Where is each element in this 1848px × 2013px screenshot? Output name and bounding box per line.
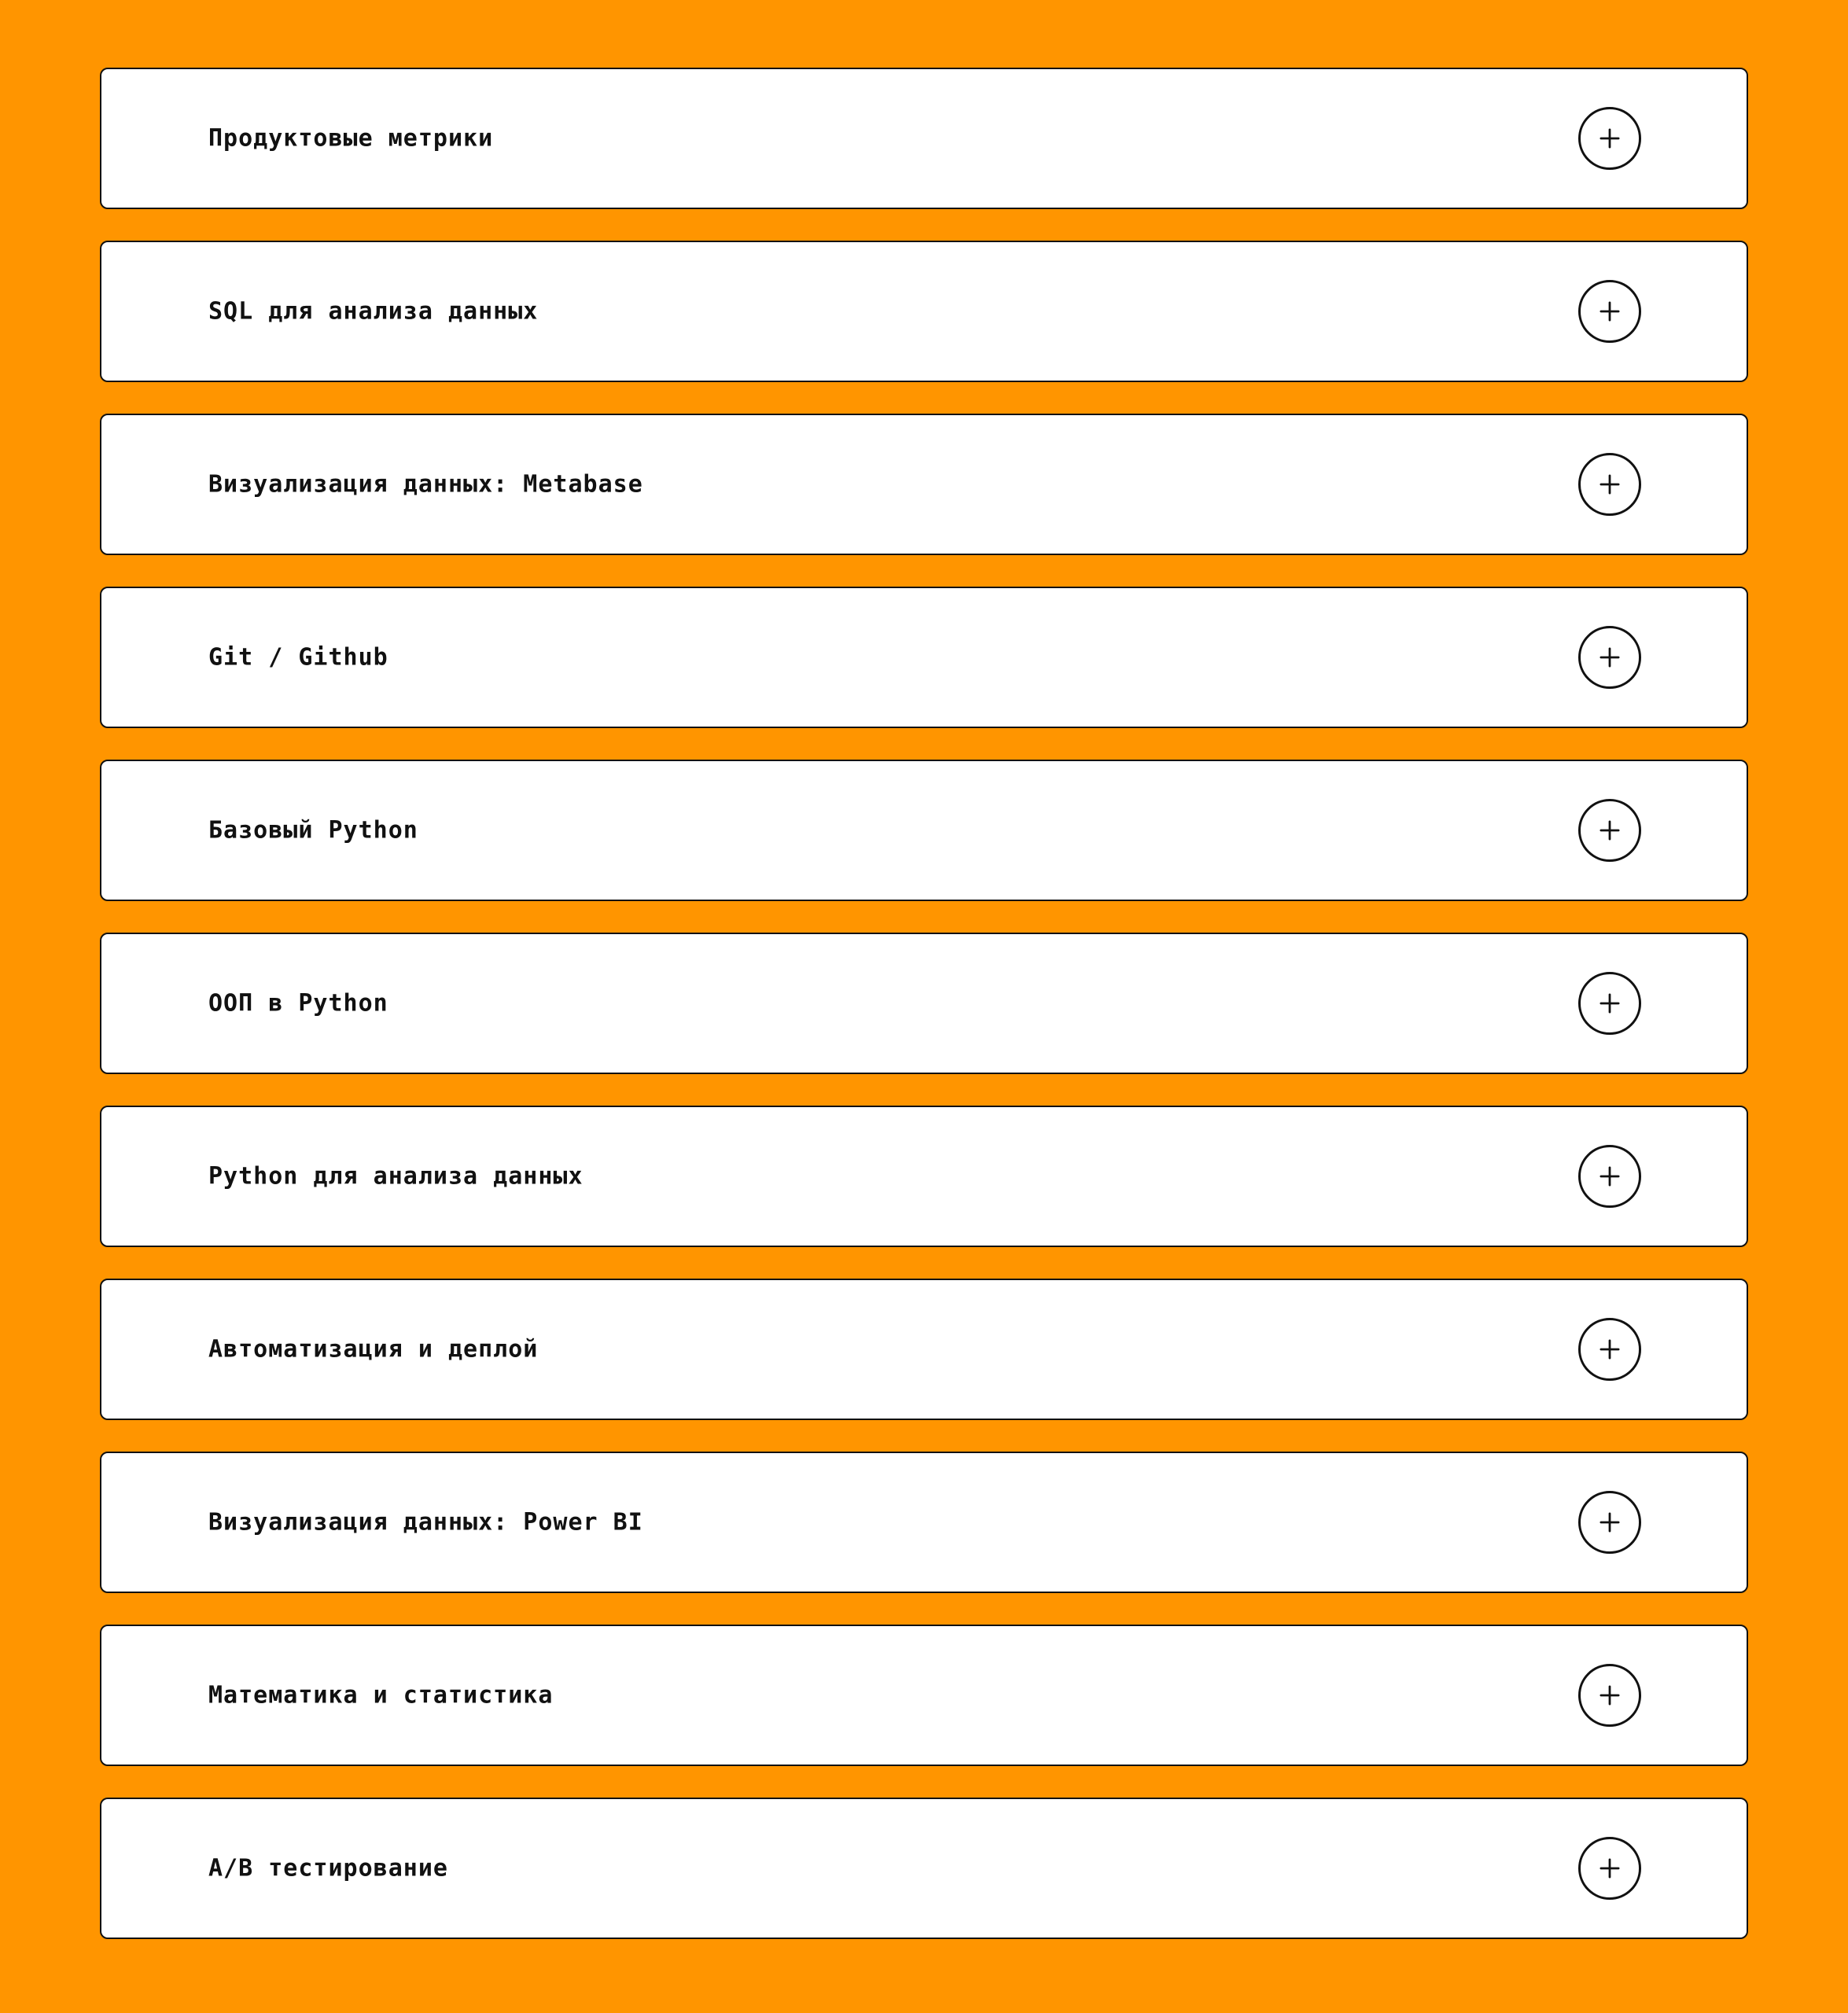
- accordion-item-label: Git / Github: [208, 643, 388, 672]
- expand-button[interactable]: [1578, 453, 1641, 516]
- plus-icon: [1581, 1666, 1639, 1724]
- expand-button[interactable]: [1578, 1491, 1641, 1554]
- accordion-item-label: Базовый Python: [208, 816, 418, 845]
- plus-icon: [1581, 1839, 1639, 1897]
- expand-button[interactable]: [1578, 799, 1641, 862]
- expand-button[interactable]: [1578, 1145, 1641, 1208]
- expand-button[interactable]: [1578, 1837, 1641, 1900]
- accordion-item-ab-testing[interactable]: [100, 1798, 1748, 1939]
- course-modules-accordion: [100, 68, 1748, 1971]
- accordion-item-git[interactable]: [100, 587, 1748, 728]
- accordion-item-power-bi[interactable]: [100, 1452, 1748, 1593]
- plus-icon: [1581, 801, 1639, 859]
- expand-button[interactable]: [1578, 280, 1641, 343]
- accordion-item-math-stats[interactable]: [100, 1625, 1748, 1766]
- expand-button[interactable]: [1578, 626, 1641, 689]
- expand-button[interactable]: [1578, 1664, 1641, 1727]
- accordion-item-label: A/B тестирование: [208, 1854, 448, 1882]
- accordion-item-python-basic[interactable]: [100, 760, 1748, 901]
- plus-icon: [1581, 974, 1639, 1032]
- accordion-item-label: Продуктовые метрики: [208, 124, 494, 153]
- accordion-item-label: Автоматизация и деплой: [208, 1335, 539, 1363]
- expand-button[interactable]: [1578, 1318, 1641, 1381]
- accordion-item-python-data[interactable]: [100, 1106, 1748, 1247]
- expand-button[interactable]: [1578, 107, 1641, 170]
- accordion-item-label: Математика и статистика: [208, 1681, 554, 1709]
- accordion-item-metabase[interactable]: [100, 414, 1748, 555]
- plus-icon: [1581, 1320, 1639, 1378]
- plus-icon: [1581, 282, 1639, 340]
- accordion-item-sql[interactable]: [100, 241, 1748, 382]
- plus-icon: [1581, 109, 1639, 167]
- plus-icon: [1581, 1147, 1639, 1205]
- accordion-item-product-metrics[interactable]: [100, 68, 1748, 209]
- accordion-item-python-oop[interactable]: [100, 933, 1748, 1074]
- accordion-item-label: Визуализация данных: Power BI: [208, 1508, 643, 1536]
- accordion-item-label: Python для анализа данных: [208, 1162, 583, 1191]
- plus-icon: [1581, 1493, 1639, 1551]
- expand-button[interactable]: [1578, 972, 1641, 1035]
- plus-icon: [1581, 455, 1639, 513]
- accordion-item-label: ООП в Python: [208, 989, 388, 1018]
- accordion-item-label: SQL для анализа данных: [208, 297, 539, 326]
- plus-icon: [1581, 628, 1639, 686]
- accordion-item-label: Визуализация данных: Metabase: [208, 470, 643, 499]
- accordion-item-automation[interactable]: [100, 1279, 1748, 1420]
